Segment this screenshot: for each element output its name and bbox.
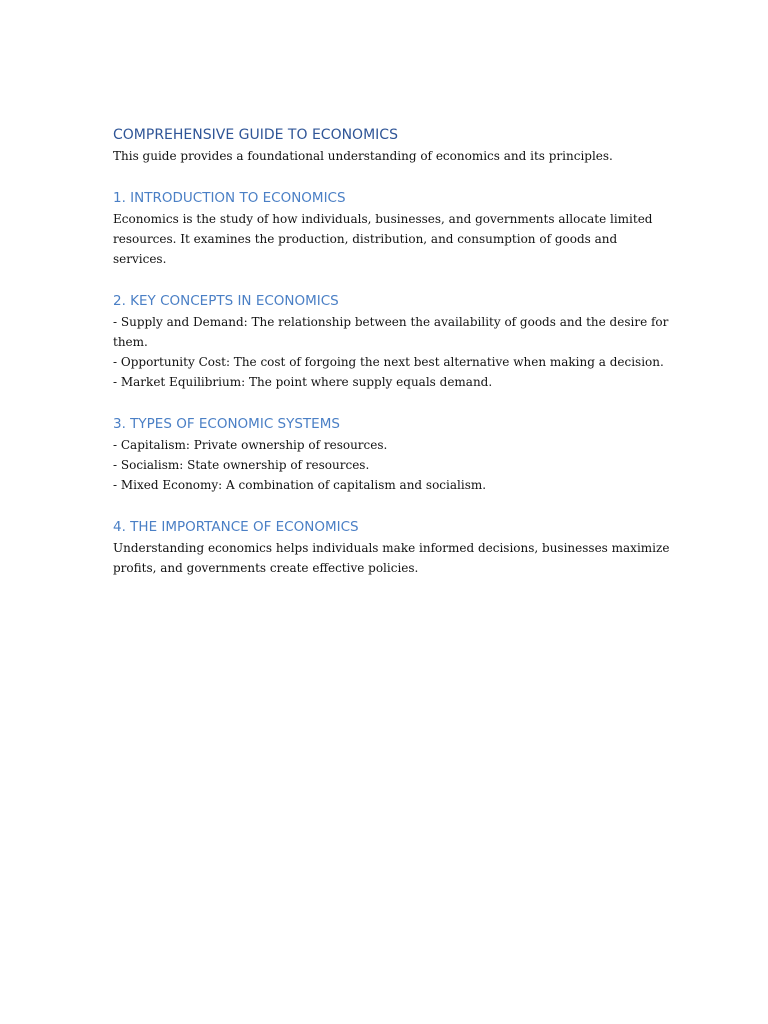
section-heading: 4. THE IMPORTANCE OF ECONOMICS <box>113 519 359 535</box>
document-intro: This guide provides a foundational understanding of economics and its principles. <box>113 149 613 163</box>
section-heading: 3. TYPES OF ECONOMIC SYSTEMS <box>113 416 340 432</box>
section-body <box>113 209 673 269</box>
document-title: COMPREHENSIVE GUIDE TO ECONOMICS <box>113 127 398 143</box>
section-line: Economics is the study of how individuals, businesses, and governments allocate limited resources. It examines the production, distribution, and consumption of goods and services. <box>113 212 653 266</box>
document-page <box>113 124 673 578</box>
section-line: - Mixed Economy: A combination of capitalism and socialism. <box>113 478 487 492</box>
section-line: - Socialism: State ownership of resources. <box>113 458 370 472</box>
section-line: - Supply and Demand: The relationship between the availability of goods and the desire for them. <box>113 315 669 349</box>
section-line: - Opportunity Cost: The cost of forgoing the next best alternative when making a decision. <box>113 355 664 369</box>
section-heading: 1. INTRODUCTION TO ECONOMICS <box>113 190 346 206</box>
section-body <box>113 538 673 578</box>
section-heading: 2. KEY CONCEPTS IN ECONOMICS <box>113 293 339 309</box>
section-line: - Market Equilibrium: The point where supply equals demand. <box>113 375 493 389</box>
section-line: - Capitalism: Private ownership of resources. <box>113 438 388 452</box>
section-body <box>113 312 673 392</box>
section-body <box>113 435 673 495</box>
section-importance <box>113 516 673 578</box>
section-key-concepts <box>113 290 673 392</box>
section-introduction <box>113 187 673 269</box>
section-line: Understanding economics helps individuals make informed decisions, businesses maximize profits, and governments create effective policies. <box>113 541 670 575</box>
section-economic-systems <box>113 413 673 495</box>
